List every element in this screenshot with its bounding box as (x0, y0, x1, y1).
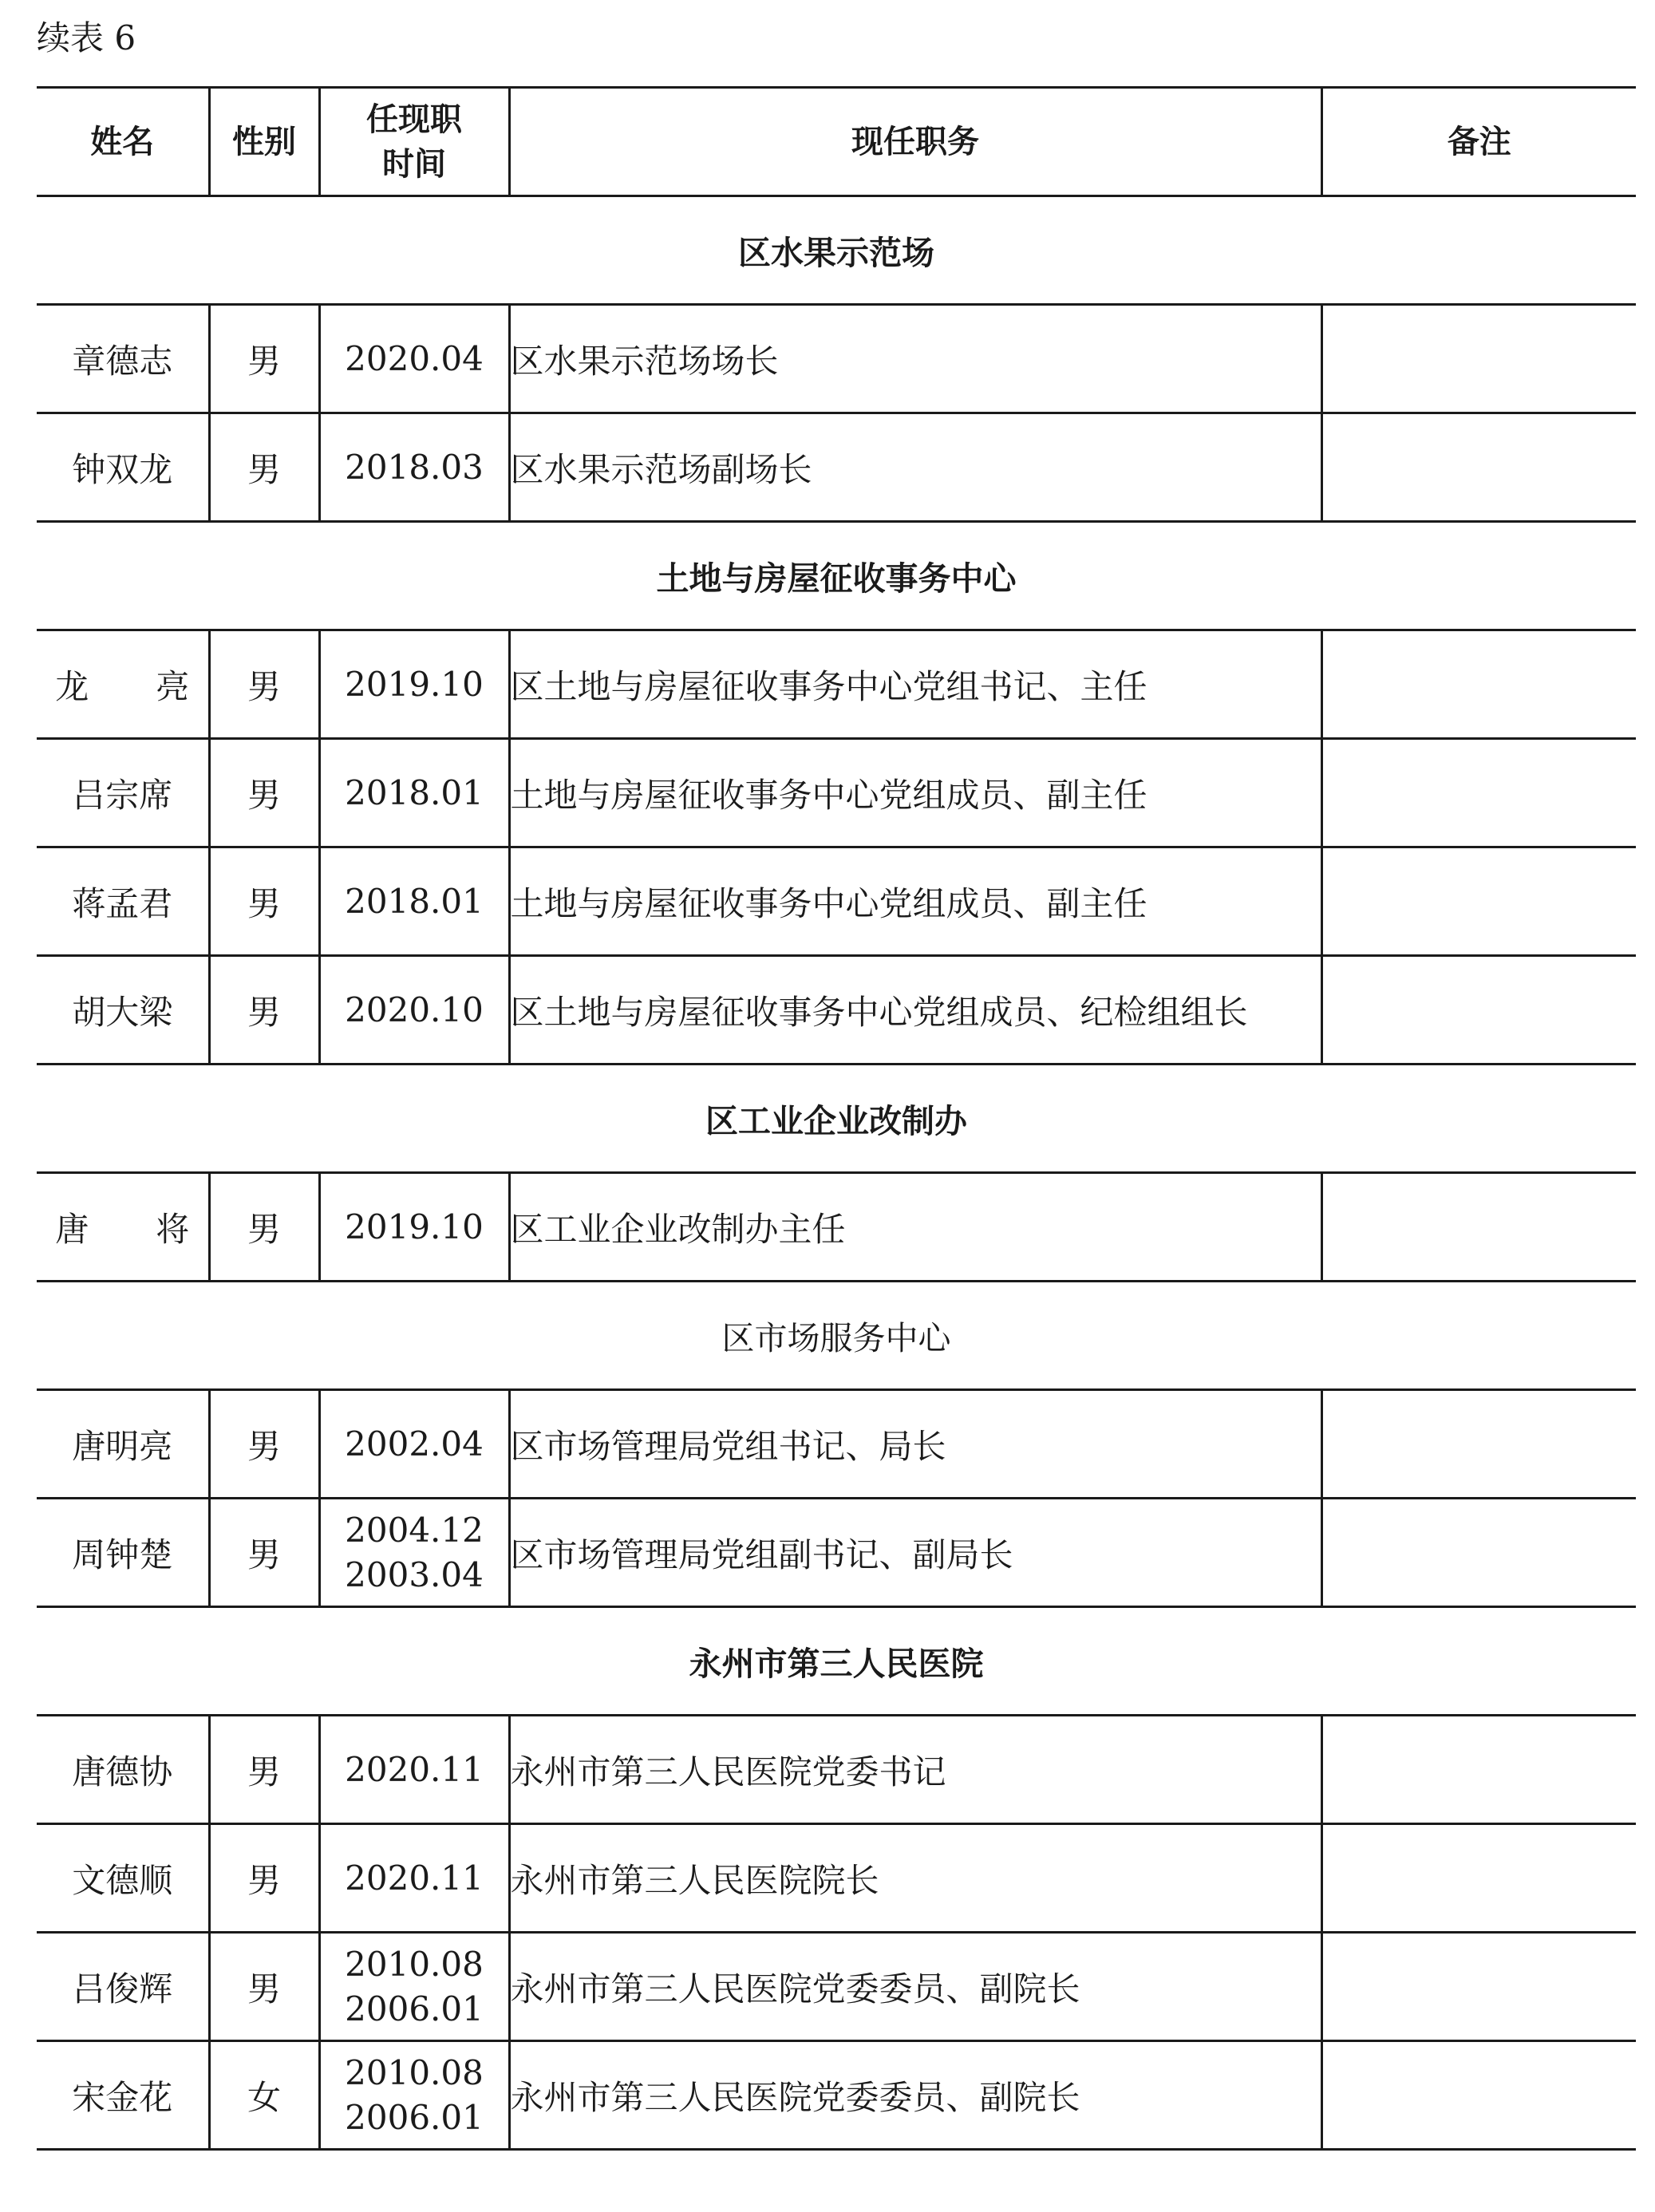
gender-cell: 男 (209, 305, 319, 413)
person-name: 吕俊辉 (72, 1969, 173, 2009)
table-row (37, 1824, 1636, 1933)
person-name: 唐德协 (72, 1752, 173, 1791)
gender-cell: 男 (209, 1499, 319, 1607)
table-row (37, 739, 1636, 847)
appointment-date: 2020.04 (345, 338, 484, 378)
header-date-line2: 时间 (382, 145, 446, 183)
appointment-date: 2010.08 (345, 2052, 484, 2092)
gender-cell: 男 (209, 739, 319, 847)
name-cell (37, 1499, 209, 1607)
header-row (37, 88, 1636, 196)
appointment-date: 2010.08 (345, 1944, 484, 1984)
appointment-date: 2020.10 (345, 989, 484, 1029)
appointment-date: 2006.01 (345, 2097, 484, 2137)
remark-cell (1321, 2041, 1636, 2150)
duty-cell: 区市场管理局党组副书记、副局长 (509, 1499, 1321, 1607)
header-remark: 备注 (1321, 88, 1636, 196)
date-cell (319, 1499, 509, 1607)
section-row (37, 1065, 1636, 1173)
person-name: 唐将 (55, 1209, 257, 1249)
duty-cell: 区水果示范场场长 (509, 305, 1321, 413)
person-name: 吕宗席 (72, 775, 173, 815)
appointment-date: 2003.04 (345, 1554, 484, 1594)
name-cell (37, 413, 209, 522)
appointment-date: 2018.01 (345, 772, 484, 812)
section-row (37, 522, 1636, 630)
gender-cell: 男 (209, 630, 319, 739)
person-name: 胡大梁 (72, 992, 173, 1032)
duty-cell: 土地与房屋征收事务中心党组成员、副主任 (509, 739, 1321, 847)
remark-cell (1321, 305, 1636, 413)
section-title: 永州市第三人民医院 (37, 1607, 1636, 1716)
header-duty: 现任职务 (509, 88, 1321, 196)
gender-cell: 男 (209, 1933, 319, 2041)
duty-cell: 区水果示范场副场长 (509, 413, 1321, 522)
date-cell (319, 1173, 509, 1282)
date-cell (319, 1824, 509, 1933)
appointment-date: 2018.01 (345, 881, 484, 921)
name-cell (37, 305, 209, 413)
duty-cell: 区工业企业改制办主任 (509, 1173, 1321, 1282)
table-row (37, 1390, 1636, 1499)
duty-cell: 永州市第三人民医院党委书记 (509, 1716, 1321, 1824)
cadre-table (37, 86, 1636, 2151)
section-row (37, 1282, 1636, 1390)
duty-cell: 永州市第三人民医院院长 (509, 1824, 1321, 1933)
gender-cell: 男 (209, 1716, 319, 1824)
remark-cell (1321, 630, 1636, 739)
duty-cell: 永州市第三人民医院党委委员、副院长 (509, 1933, 1321, 2041)
gender-cell: 男 (209, 413, 319, 522)
header-date (319, 88, 509, 196)
person-name: 龙亮 (55, 666, 257, 706)
date-cell (319, 956, 509, 1065)
gender-cell: 男 (209, 1390, 319, 1499)
section-title: 区水果示范场 (37, 196, 1636, 305)
duty-cell: 区土地与房屋征收事务中心党组书记、主任 (509, 630, 1321, 739)
name-cell (37, 1390, 209, 1499)
date-cell (319, 1390, 509, 1499)
remark-cell (1321, 739, 1636, 847)
table-body (37, 196, 1636, 2150)
table-row (37, 1499, 1636, 1607)
header-name: 姓名 (37, 88, 209, 196)
table-row (37, 1173, 1636, 1282)
date-cell (319, 305, 509, 413)
person-name: 蒋孟君 (72, 883, 173, 923)
section-row (37, 1607, 1636, 1716)
remark-cell (1321, 1390, 1636, 1499)
date-cell (319, 739, 509, 847)
name-cell (37, 1716, 209, 1824)
table-row (37, 1933, 1636, 2041)
name-cell (37, 1824, 209, 1933)
name-cell (37, 2041, 209, 2150)
gender-cell: 男 (209, 1824, 319, 1933)
remark-cell (1321, 1499, 1636, 1607)
person-name: 文德顺 (72, 1860, 173, 1900)
table-caption: 续表 6 (37, 18, 136, 57)
header-gender: 性别 (209, 88, 319, 196)
person-name: 章德志 (72, 341, 173, 381)
gender-cell: 女 (209, 2041, 319, 2150)
remark-cell (1321, 956, 1636, 1065)
table-row (37, 1716, 1636, 1824)
header-date-line1: 任现职 (366, 101, 462, 138)
remark-cell (1321, 413, 1636, 522)
person-name: 唐明亮 (72, 1426, 173, 1466)
appointment-date: 2006.01 (345, 1989, 484, 2028)
section-title: 区工业企业改制办 (37, 1065, 1636, 1173)
appointment-date: 2019.10 (345, 1207, 484, 1246)
remark-cell (1321, 1173, 1636, 1282)
name-cell (37, 739, 209, 847)
table-row (37, 413, 1636, 522)
date-cell (319, 413, 509, 522)
section-title: 土地与房屋征收事务中心 (37, 522, 1636, 630)
table-row (37, 2041, 1636, 2150)
appointment-date: 2018.03 (345, 447, 484, 487)
gender-cell: 男 (209, 1173, 319, 1282)
duty-cell: 永州市第三人民医院党委委员、副院长 (509, 2041, 1321, 2150)
duty-cell: 区市场管理局党组书记、局长 (509, 1390, 1321, 1499)
name-cell (37, 1933, 209, 2041)
date-cell (319, 1933, 509, 2041)
person-name: 宋金花 (72, 2077, 173, 2117)
table-row (37, 956, 1636, 1065)
section-title: 区市场服务中心 (37, 1282, 1636, 1390)
date-cell (319, 847, 509, 956)
gender-cell: 男 (209, 956, 319, 1065)
appointment-date: 2004.12 (345, 1510, 484, 1550)
name-cell (37, 1173, 257, 1282)
name-cell (37, 630, 257, 739)
gender-cell: 男 (209, 847, 319, 956)
remark-cell (1321, 1933, 1636, 2041)
date-cell (319, 630, 509, 739)
duty-cell: 土地与房屋征收事务中心党组成员、副主任 (509, 847, 1321, 956)
remark-cell (1321, 1716, 1636, 1824)
duty-cell: 区土地与房屋征收事务中心党组成员、纪检组组长 (509, 956, 1321, 1065)
date-cell (319, 1716, 509, 1824)
name-cell (37, 847, 209, 956)
appointment-date: 2002.04 (345, 1424, 484, 1463)
table-row (37, 305, 1636, 413)
date-cell (319, 2041, 509, 2150)
remark-cell (1321, 1824, 1636, 1933)
person-name: 钟双龙 (72, 449, 173, 489)
person-name: 周钟楚 (72, 1535, 173, 1574)
table-row (37, 630, 1636, 739)
appointment-date: 2019.10 (345, 664, 484, 704)
appointment-date: 2020.11 (345, 1858, 484, 1898)
section-row (37, 196, 1636, 305)
remark-cell (1321, 847, 1636, 956)
table-row (37, 847, 1636, 956)
name-cell (37, 956, 209, 1065)
appointment-date: 2020.11 (345, 1749, 484, 1789)
